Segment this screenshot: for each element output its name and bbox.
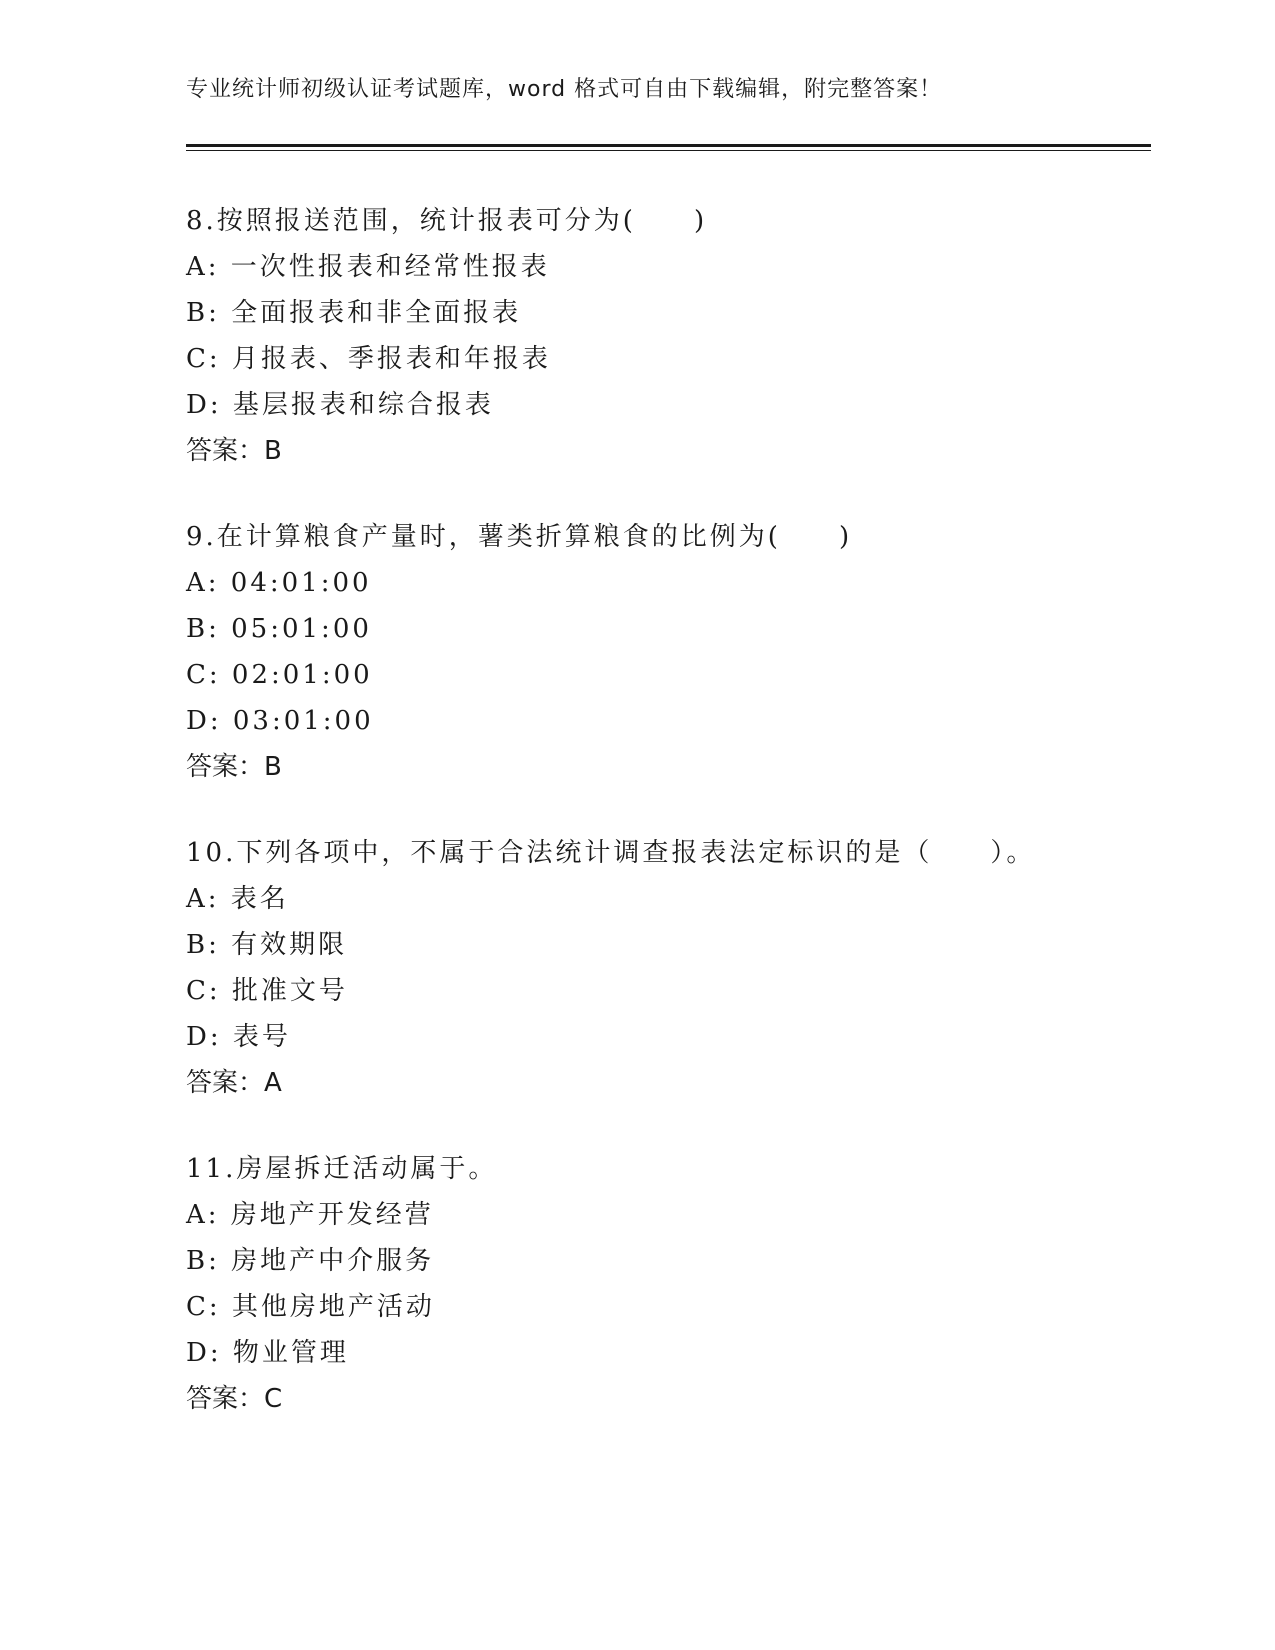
option-b: B: 全面报表和非全面报表	[186, 298, 522, 328]
option-a: A: 一次性报表和经常性报表	[186, 252, 550, 282]
question-11	[186, 1146, 1151, 1422]
question-stem: 11.房屋拆迁活动属于。	[186, 1154, 498, 1184]
option-d: D: 物业管理	[186, 1338, 349, 1368]
option-a: A: 房地产开发经营	[186, 1200, 434, 1230]
answer-line: 答案：A	[186, 1068, 282, 1098]
option-a: A: 04:01:00	[186, 568, 372, 598]
option-b: B: 05:01:00	[186, 614, 372, 644]
question-stem: 8.按照报送范围，统计报表可分为( )	[186, 206, 708, 236]
option-c: C: 02:01:00	[186, 660, 373, 690]
option-b: B: 房地产中介服务	[186, 1246, 435, 1276]
question-8	[186, 198, 1151, 474]
option-a: A: 表名	[186, 884, 289, 914]
option-d: D: 表号	[186, 1022, 291, 1052]
answer-line: 答案：B	[186, 436, 282, 466]
answer-line: 答案：C	[186, 1384, 283, 1414]
option-c: C: 月报表、季报表和年报表	[186, 344, 551, 374]
option-d: D: 03:01:00	[186, 706, 374, 736]
answer-line: 答案：B	[186, 752, 282, 782]
question-stem: 10.下列各项中，不属于合法统计调查报表法定标识的是（ ）。	[186, 838, 1036, 868]
page-header-text: 专业统计师初级认证考试题库，word 格式可自由下载编辑，附完整答案！	[186, 77, 943, 102]
header-rule-thin	[186, 150, 1151, 151]
question-10	[186, 830, 1151, 1106]
option-c: C: 其他房地产活动	[186, 1292, 435, 1322]
question-stem: 9.在计算粮食产量时，薯类折算粮食的比例为( )	[186, 522, 853, 552]
option-b: B: 有效期限	[186, 930, 348, 960]
header-rule-thick	[186, 144, 1151, 147]
option-c: C: 批准文号	[186, 976, 348, 1006]
option-d: D: 基层报表和综合报表	[186, 390, 494, 420]
question-9	[186, 514, 1151, 790]
